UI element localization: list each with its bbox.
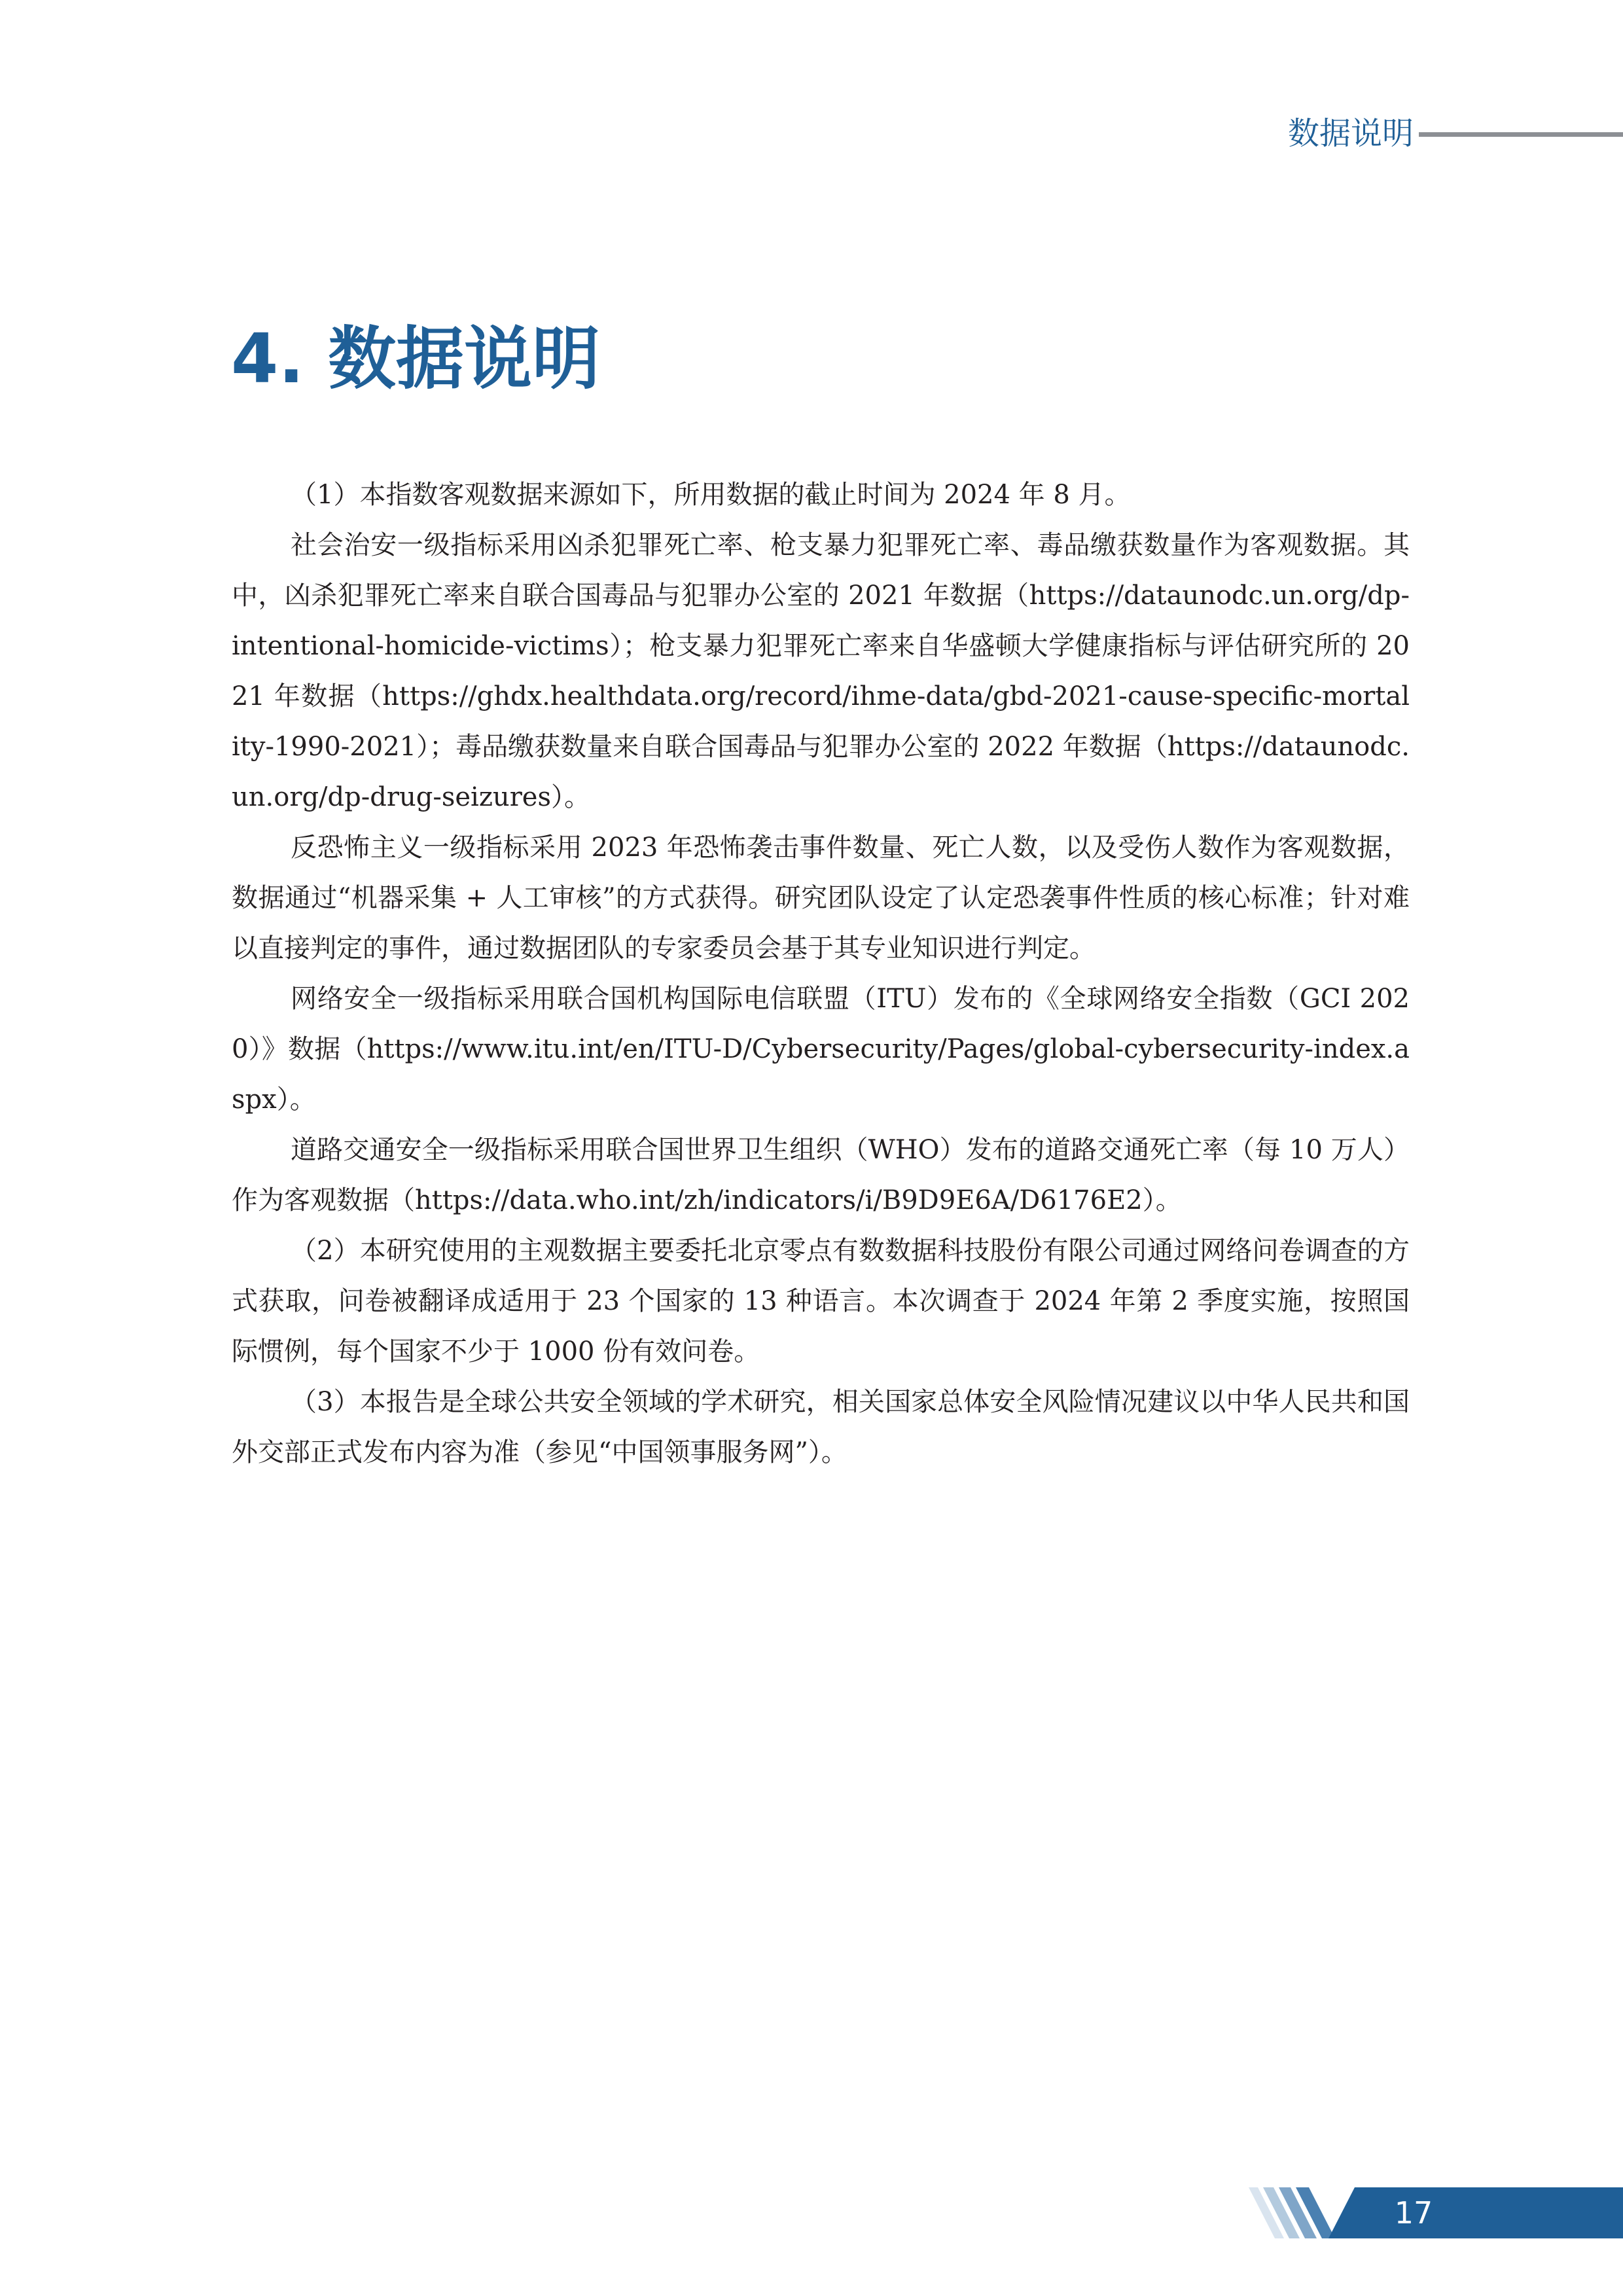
paragraph-7: （3）本报告是全球公共安全领域的学术研究，相关国家总体安全风险情况建议以中华人民共和国外交部正式发布内容为准（参见“中国领事服务网”）。 [232,1387,1410,1467]
paragraph-6: （2）本研究使用的主观数据主要委托北京零点有数数据科技股份有限公司通过网络问卷调查的方式获取，问卷被翻译成适用于 23 个国家的 13 种语言。本次调查于 2024 年第 2 季度实施，按照国际惯例，每个国家不少于 1000 份有效问卷。 [232,1236,1410,1367]
paragraph-5: 道路交通安全一级指标采用联合国世界卫生组织（WHO）发布的道路交通死亡率（每 10 万人）作为客观数据（https://data.who.int/zh/indicators/i/B9D9E6A/D6176E2）。 [232,1135,1410,1215]
page-title: 4. 数据说明 [231,319,601,399]
running-header-title: 数据说明 [1287,115,1414,152]
paragraph-3: 反恐怖主义一级指标采用 2023 年恐怖袭击事件数量、死亡人数，以及受伤人数作为客观数据，数据通过“机器采集 + 人工审核”的方式获得。研究团队设定了认定恐袭事件性质的核心标准；针对难以直接判定的事件，通过数据团队的专家委员会基于其专业知识进行判定。 [232,833,1410,963]
footer-stripes-decoration [1243,2187,1335,2238]
body-text [232,470,1410,1478]
page-number: 17 [1394,2195,1433,2231]
header-rule [1419,132,1623,137]
paragraph-4: 网络安全一级指标采用联合国机构国际电信联盟（ITU）发布的《全球网络安全指数（GCI 2020）》数据（https://www.itu.int/en/ITU-D/Cybersecurity/Pages/global-cybersecurity-index.aspx）。 [232,984,1410,1115]
paragraph-2: 社会治安一级指标采用凶杀犯罪死亡率、枪支暴力犯罪死亡率、毒品缴获数量作为客观数据。其中，凶杀犯罪死亡率来自联合国毒品与犯罪办公室的 2021 年数据（https://dataunodc.un.org/dp-intentional-homicide-victims）；枪支暴力犯罪死亡率来自华盛顿大学健康指标与评估研究所的 2021 年数据（https://ghdx.healthdata.org/record/ihme-data/gbd-2021-cause-specific-mortality-1990-2021）；毒品缴获数量来自联合国毒品与犯罪办公室的 2022 年数据（https://dataunodc.un.org/dp-drug-seizures）。 [232,530,1410,812]
paragraph-1: （1）本指数客观数据来源如下，所用数据的截止时间为 2024 年 8 月。 [291,480,1131,510]
